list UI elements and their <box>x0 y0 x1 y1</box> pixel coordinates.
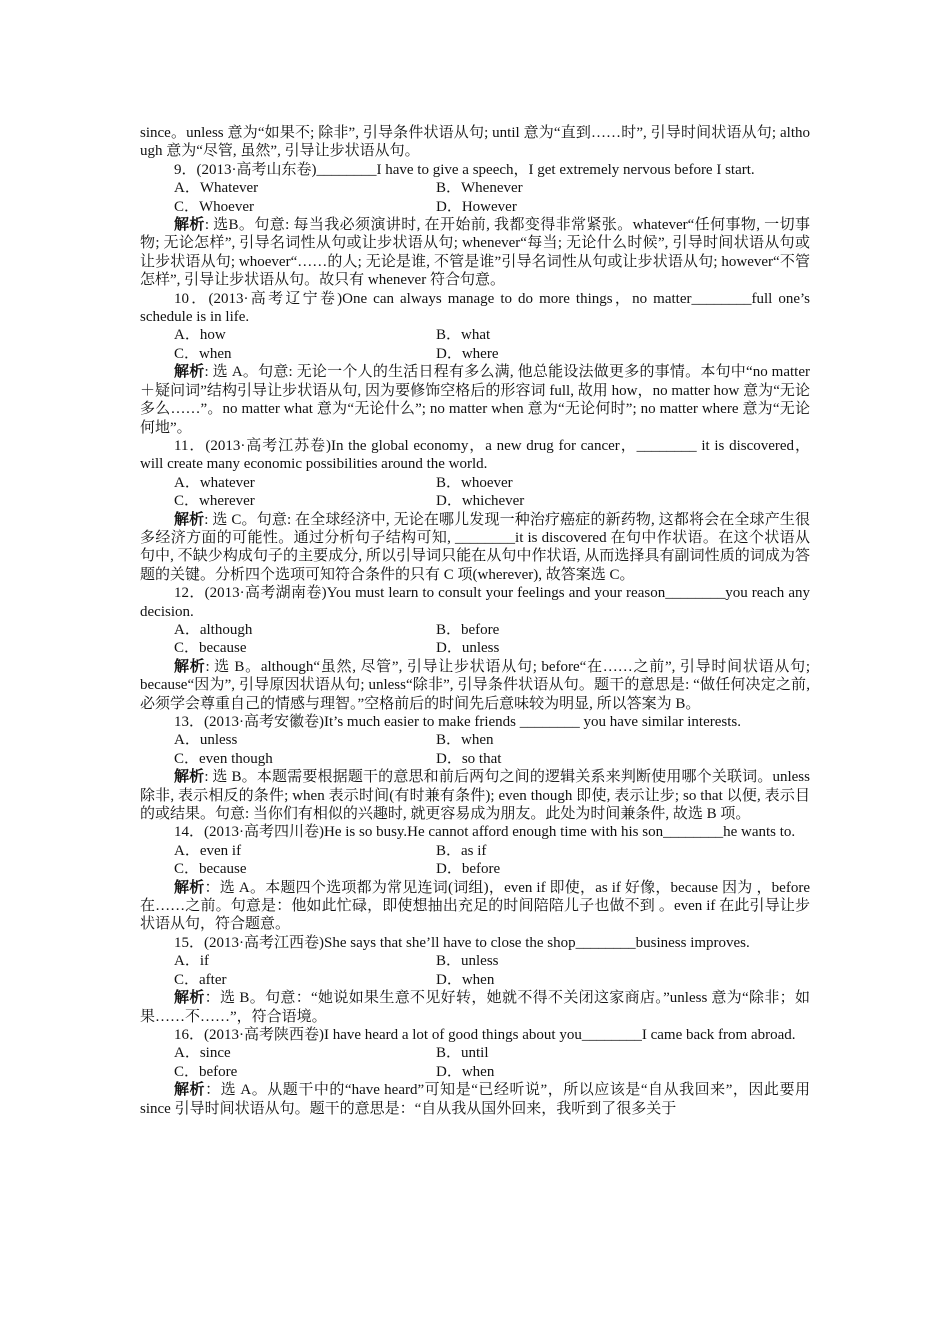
answer-option: A．if <box>174 953 209 970</box>
question-stem: 14．(2013·高考四川卷)He is so busy.He cannot afford enough time with his son________he wants to. <box>174 824 796 841</box>
answer-option: D．before <box>436 861 501 878</box>
analysis-paragraph <box>140 363 810 437</box>
answer-option: A．even if <box>174 842 242 859</box>
answer-option: D．unless <box>436 640 500 657</box>
option-row <box>140 639 810 657</box>
option-row <box>140 474 810 492</box>
analysis-text: : 选 A。句意: 无论一个人的生活日程有多么满, 他总能设法做更多的事情。本句中“no matter＋疑问词”结构引导让步状语从句, 因为要修饰空格后的形容词 full, 故用 how，no matter how 意为“无论多么……”。no matter what 意为“无论什么”; no matter when 意为“无论何时”; no matter where 意为“无论何地”。 <box>140 364 810 436</box>
question-list <box>140 161 810 1118</box>
analysis-text: ：选 A。从题干中的“have heard”可知是“已经听说”，所以应该是“自从我回来”，因此要用 since 引导时间状语从句。题干的意思是：“自从我从国外回来，我听到了很多关于 <box>140 1082 810 1117</box>
answer-option: C．because <box>174 861 247 878</box>
analysis-label: 解析 <box>174 658 206 675</box>
question-stem: 16．(2013·高考陕西卷)I have heard a lot of good things about you________I came back from abroad. <box>174 1026 796 1043</box>
answer-option: A．whatever <box>174 474 255 491</box>
answer-option: A．how <box>174 327 226 344</box>
answer-option: C．Whoever <box>174 198 254 215</box>
answer-option: B．whoever <box>436 474 513 491</box>
analysis-paragraph <box>140 1081 810 1118</box>
option-row <box>140 198 810 216</box>
analysis-text: : 选 B。本题需要根据题干的意思和前后两句之间的逻辑关系来判断使用哪个关联词。unless 除非, 表示相反的条件; when 表示时间(有时兼有条件); even though 即使, 表示让步; so that 以便, 表示目的或结果。句意: 当你们有相似的兴趣时, 就更容易成为朋友。此处为时间兼条件, 故选 B 项。 <box>140 769 810 823</box>
answer-option: C．when <box>174 345 232 362</box>
analysis-paragraph <box>140 879 810 934</box>
option-row <box>140 731 810 749</box>
answer-option: B．what <box>436 327 491 344</box>
analysis-text: : 选B。句意: 每当我必须演讲时, 在开始前, 我都变得非常紧张。whatever“任何事物, 一切事物; 无论怎样”, 引导名词性从句或让步状语从句; whenever“每当; 无论什么时候”, 引导时间状语从句或让步状语从句; whoever“……的人; 无论是谁, 不管是谁”引导名词性从句或让步状语从句; however“不管怎样”, 引导让步状语从句。故只有 whenever 符合句意。 <box>140 217 810 289</box>
option-row <box>140 971 810 989</box>
answer-option: A．unless <box>174 732 238 749</box>
answer-option: C．before <box>174 1063 238 1080</box>
answer-option: D．where <box>436 345 499 362</box>
analysis-label: 解析 <box>174 511 205 528</box>
option-row <box>140 1063 810 1081</box>
answer-option: C．even though <box>174 750 273 767</box>
analysis-label: 解析 <box>174 990 205 1007</box>
answer-option: A．Whatever <box>174 180 259 197</box>
answer-option: D．so that <box>436 750 502 767</box>
analysis-label: 解析 <box>174 769 205 786</box>
question-stem: 10．(2013·高考辽宁卷)One can always manage to do more things，no matter________full one’s schedule is in life. <box>140 290 810 326</box>
answer-option: B．when <box>436 732 494 749</box>
option-row <box>140 326 810 344</box>
question-stem: 13．(2013·高考安徽卷)It’s much easier to make friends ________ you have similar interests. <box>174 714 741 730</box>
analysis-text: ：选 A。本题四个选项都为常见连词(词组)，even if 即使，as if 好像，because 因为 ，before 在……之前。句意是：他如此忙碌，即使想抽出充足的时间陪陪儿子也做不到 。even if 在此引导让步状语从句，符合题意。 <box>140 879 810 933</box>
option-row <box>140 952 810 970</box>
analysis-label: 解析 <box>174 364 205 381</box>
answer-option: C．wherever <box>174 493 255 510</box>
option-row <box>140 492 810 510</box>
answer-option: A．although <box>174 621 253 638</box>
analysis-label: 解析 <box>174 879 205 896</box>
option-row <box>140 621 810 639</box>
answer-option: D．when <box>436 1063 495 1080</box>
question-stem: 15．(2013·高考江西卷)She says that she’ll have to close the shop________business improves. <box>174 934 750 951</box>
answer-option: C．because <box>174 640 247 657</box>
answer-option: A．since <box>174 1045 231 1062</box>
answer-option: B．Whenever <box>436 180 523 197</box>
option-row <box>140 345 810 363</box>
answer-option: C．after <box>174 971 227 988</box>
option-row <box>140 179 810 197</box>
analysis-text: : 选 C。句意: 在全球经济中, 无论在哪儿发现一种治疗癌症的新药物, 这都将会在全球产生很多经济方面的可能性。通过分析句子结构可知, ________it is discovered 在句中作状语。在这个状语从句中, 不缺少构成句子的主要成分, 所以引导词只能在从句中作状语, 从而选择具有副词性质的词成为答题的关键。分析四个选项可知符合条件的只有 C 项(wherever), 故答案选 C。 <box>140 511 810 583</box>
answer-option: D．when <box>436 971 495 988</box>
answer-option: B．before <box>436 621 500 638</box>
analysis-text: ：选 B。句意：“她说如果生意不见好转，她就不得不关闭这家商店。”unless 意为“除非；如果……不……”，符合语境。 <box>140 990 810 1025</box>
analysis-text: : 选 B。although“虽然, 尽管”, 引导让步状语从句; before“在……之前”, 引导时间状语从句; because“因为”, 引导原因状语从句; unless“除非”, 引导条件状语从句。题干的意思是: “做任何决定之前, 必须学会尊重自己的情感与理智。”空格前后的时间先后意味较为明显, 所以答案为 B。 <box>140 658 810 712</box>
answer-option: B．as if <box>436 842 487 859</box>
option-row <box>140 842 810 860</box>
question-stem: 12．(2013·高考湖南卷)You must learn to consult your feelings and your reason________you reach any decision. <box>140 585 810 620</box>
analysis-paragraph <box>140 511 810 585</box>
answer-option: D．However <box>436 198 517 215</box>
option-row <box>140 860 810 878</box>
intro-paragraph: since。unless 意为“如果不; 除非”, 引导条件状语从句; until 意为“直到……时”, 引导时间状语从句; although 意为“尽管, 虽然”, 引导让步状语从句。 <box>140 125 810 160</box>
analysis-paragraph <box>140 216 810 290</box>
option-row <box>140 1044 810 1062</box>
answer-option: B．unless <box>436 953 499 970</box>
analysis-label: 解析 <box>174 217 205 234</box>
analysis-paragraph <box>140 658 810 713</box>
analysis-paragraph <box>140 768 810 823</box>
analysis-label: 解析 <box>174 1082 206 1099</box>
question-stem: 9．(2013·高考山东卷)________I have to give a speech，I get extremely nervous before I start. <box>174 161 755 178</box>
document-page <box>140 124 810 1118</box>
answer-option: D．whichever <box>436 493 525 510</box>
option-row <box>140 750 810 768</box>
question-stem: 11．(2013·高考江苏卷)In the global economy，a new drug for cancer，________ it is discovered，will create many economic possibilities around the world. <box>140 437 810 473</box>
analysis-paragraph <box>140 989 810 1026</box>
answer-option: B．until <box>436 1045 489 1062</box>
